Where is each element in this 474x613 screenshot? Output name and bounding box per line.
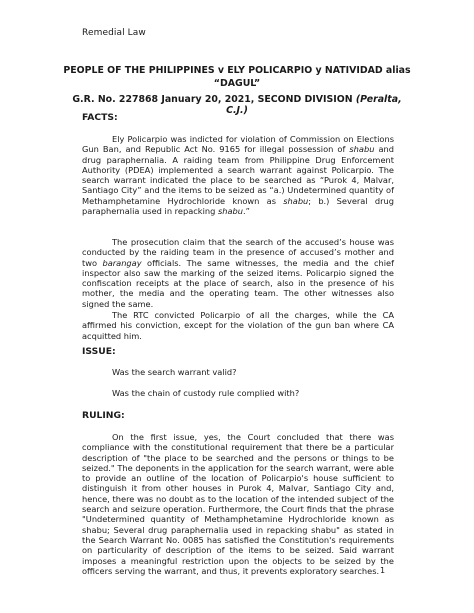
- gr-number: G.R. No. 227868 January 20, 2021, SECOND DIVISION: [72, 94, 356, 105]
- text-run: Ely Policarpio was indicted for violation of Commission on Elections Gun Ban, and Republic Act No. 9165 for illegal possession of: [82, 134, 394, 155]
- facts-heading: FACTS:: [82, 112, 118, 123]
- ruling-paragraph-1: On the first issue, yes, the Court concluded that there was compliance with the constitutional requirement that there be a particular description of "the place to be searched and the persons or things to be seized." The deponents in the application for the search warrant, were able to provide an outline of the location of Policarpio's house sufficient to distinguish it from other houses in Purok 4, Malvar, Santiago City and, hence, there was no doubt as to the location of the intended subject of the search and seizure operation. Furthermore, the Court finds that the phrase "Undetermined quantity of Methamphetamine Hydrochloride known as shabu; Several drug paraphernalia used in repacking shabu" as stated in the Search Warrant No. 0085 has satisfied the Constitution's requirements on particularity of description of the items to be seized. Said warrant imposes a meaningful restriction upon the objects to be seized by the officers serving the warrant, and thus, it prevents exploratory searches.: [82, 432, 394, 576]
- ponente: (Peralta, C.J.): [226, 94, 402, 116]
- facts-paragraph-2: [82, 237, 394, 309]
- facts-paragraph-1: [82, 134, 394, 216]
- issue-heading: ISSUE:: [82, 346, 116, 357]
- text-run: and drug paraphernalia. A raiding team from Philippine Drug Enforcement Authority (PDEA) implemented a search warrant against Policarpio. The search warrant indicated the place to be searched as “Purok 4, Malvar, Santiago City” and the items to be seized as “a.) Undetermined quantity of Methamphetamine Hydrochloride known as: [82, 144, 394, 206]
- italic-run: shabu: [217, 206, 244, 217]
- text-run: ; b.) Several drug paraphernalia used in repacking: [82, 195, 394, 217]
- italic-run: shabu: [283, 195, 309, 206]
- italic-run: shabu: [349, 144, 375, 155]
- page-number: 1: [380, 566, 386, 575]
- case-title: PEOPLE OF THE PHILIPPINES v ELY POLICARPIO y NATIVIDAD alias “DAGUL”: [63, 65, 411, 89]
- ruling-heading: RULING:: [82, 410, 125, 421]
- text-run: .”: [243, 206, 250, 217]
- issue-question-2: Was the chain of custody rule complied with?: [112, 388, 300, 398]
- facts-paragraph-3: The RTC convicted Policarpio of all the charges, while the CA affirmed his conviction, except for the violation of the gun ban where CA acquitted him.: [82, 310, 394, 341]
- issue-question-1: Was the search warrant valid?: [112, 367, 237, 377]
- italic-run: barangay: [102, 257, 142, 268]
- course-header: Remedial Law: [82, 28, 146, 38]
- text-run: The prosecution claim that the search of the accused’s house was conducted by the raiding team in the presence of accused’s mother and two: [82, 237, 394, 268]
- text-run: officials. The same witnesses, the media and the chief inspector also saw the marking of the seized items. Policarpio signed the confiscation receipts at the place of search, also in the presence of his mother, the media and the operating team. The other witnesses also signed the same.: [82, 257, 394, 309]
